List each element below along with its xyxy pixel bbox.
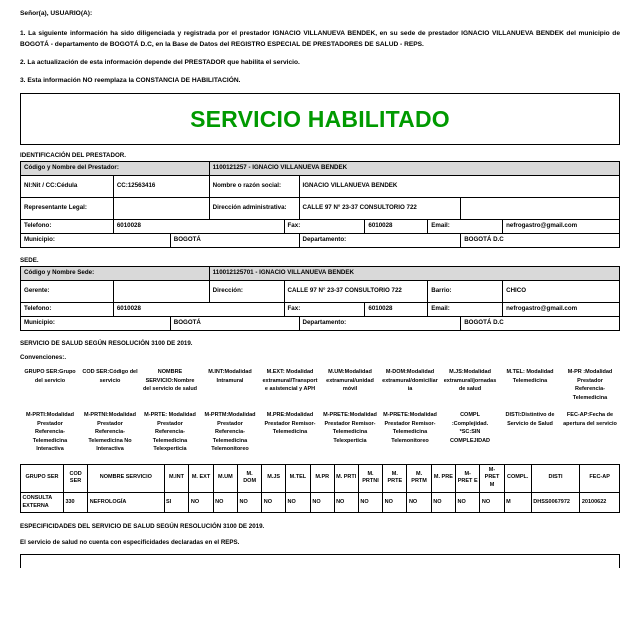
- provider-section-caption: IDENTIFICACIÓN DEL PRESTADOR.: [20, 152, 126, 160]
- provider-rep-value: [113, 198, 209, 220]
- table-row: [21, 220, 620, 234]
- sede-table: [20, 266, 620, 331]
- cell-m-dom: NO: [237, 492, 261, 512]
- cell-m-um: NO: [213, 492, 237, 512]
- legend-item-m-dom: M-DOM:Modalidad extramural/domiciliaria: [382, 369, 438, 393]
- cell-m-prti: NO: [334, 492, 358, 512]
- provider-address-value: CALLE 97 N° 23-37 CONSULTORIO 722: [299, 198, 461, 220]
- table-row: [21, 303, 620, 317]
- col-fec-ap: FEC-AP: [580, 464, 620, 492]
- col-compl: COMPL.: [504, 464, 531, 492]
- service-table-header-row: [21, 464, 620, 492]
- legend-item-m-prtm: M-PRTM:Modalidad Prestador Referencia-Telemedicina Telemonitoreo: [204, 412, 256, 453]
- sede-phone-value: 6010028: [113, 303, 284, 317]
- legend-item-m-prti: M-PRTI:Modalidad Prestador Referencia-Telemedicina Interactiva: [26, 412, 74, 453]
- status-banner-title: SERVICIO HABILITADO: [190, 105, 450, 132]
- specificities-caption: ESPECIFICIDADES DEL SERVICIO DE SALUD SEGÚN RESOLUCIÓN 3100 DE 2019.: [20, 523, 265, 531]
- table-row: [21, 176, 620, 198]
- col-m-int: M.INT: [164, 464, 189, 492]
- legend-item-grupo-ser: GRUPO SER:Grupo del servicio: [24, 369, 76, 384]
- col-m-um: M.UM: [213, 464, 237, 492]
- table-row: [21, 317, 620, 331]
- legend-item-m-tel: M.TEL: Modalidad Telemedicina: [506, 369, 554, 384]
- col-m-pre: M. PRE: [431, 464, 455, 492]
- col-nombre-servicio: NOMBRE SERVICIO: [88, 464, 164, 492]
- legend-item-m-pre: M.PRE:Modalidad Prestador Remisor-Telemedicina: [264, 412, 316, 436]
- sede-department-label: Departamento:: [299, 317, 461, 331]
- conventions-label: Convenciones:.: [20, 354, 67, 362]
- provider-municipality-label: Municipio:: [21, 234, 171, 248]
- legend-row: [20, 408, 620, 460]
- provider-fax-label: Fax:: [284, 220, 365, 234]
- provider-phone-value: 6010028: [113, 220, 284, 234]
- legend-table-row2: [20, 408, 620, 460]
- conventions-legend: [20, 365, 620, 460]
- cell-m-js: NO: [262, 492, 286, 512]
- cell-cod-ser: 330: [63, 492, 87, 512]
- sede-manager-label: Gerente:: [21, 281, 114, 303]
- legend-item-m-ext: M.EXT: Modalidad extramural/Transporte asistencial y APH: [262, 369, 318, 393]
- sede-code-label: Código y Nombre Sede:: [21, 267, 210, 281]
- cell-m-pre: NO: [431, 492, 455, 512]
- cell-m-tel: NO: [285, 492, 310, 512]
- provider-code-label: Código y Nombre del Prestador:: [21, 162, 210, 176]
- legend-item-m-pretm: M-PRETE:Modalidad Prestador Remisor-Telemedicina Telemonitoreo: [383, 412, 437, 444]
- legend-item-m-prtni: M-PRTNI:Modalidad Prestador Referencia-Telemedicina No Interactiva: [84, 412, 136, 453]
- cell-compl: M: [504, 492, 531, 512]
- col-grupo-ser: GRUPO SER: [21, 464, 64, 492]
- service-table: [20, 464, 620, 513]
- sede-neighborhood-value: CHICO: [503, 281, 620, 303]
- col-m-js: M.JS: [262, 464, 286, 492]
- table-row: [21, 281, 620, 303]
- cell-nombre-servicio: NEFROLOGÍA: [88, 492, 164, 512]
- provider-name-label: Nombre o razón social:: [209, 176, 299, 198]
- table-row: [21, 492, 620, 512]
- specificities-text: El servicio de salud no cuenta con especificidades declaradas en el REPS.: [20, 539, 240, 547]
- legend-item-m-pr: M-PR :Modalidad Prestador Referencia-Telemedicina: [567, 369, 613, 401]
- salutation: Señor(a), USUARIO(A):: [20, 10, 93, 17]
- table-row: [21, 162, 620, 176]
- col-m-prete: M-PRET E: [456, 464, 480, 492]
- sede-email-label: Email:: [428, 303, 503, 317]
- legend-item-m-um: M.UM:Modalidad extramural/unidad móvil: [326, 369, 374, 393]
- intro-item-3: 3. Esta información NO reemplaza la CONSTANCIA DE HABILITACIÓN.: [20, 77, 241, 85]
- provider-rep-label: Representante Legal:: [21, 198, 114, 220]
- cell-grupo-ser: CONSULTA EXTERNA: [21, 492, 64, 512]
- service-section-caption: SERVICIO DE SALUD SEGÚN RESOLUCIÓN 3100 DE 2019.: [20, 340, 193, 348]
- legend-item-compl: COMPL :Complejidad. *SC:SIN COMPLEJIDAD: [449, 412, 491, 444]
- sede-municipality-value: BOGOTÁ: [170, 317, 299, 331]
- cell-m-pr: NO: [310, 492, 334, 512]
- col-m-pr: M.PR: [310, 464, 334, 492]
- provider-table: [20, 161, 620, 248]
- sede-address-label: Dirección:: [209, 281, 284, 303]
- sede-neighborhood-label: Barrio:: [428, 281, 503, 303]
- col-cod-ser: COD SER: [63, 464, 87, 492]
- legend-row: [20, 365, 620, 408]
- provider-address-extra: [461, 198, 620, 220]
- legend-item-m-int: M.INT:Modalidad Intramural: [208, 369, 252, 384]
- col-m-prtm: M. PRTM: [407, 464, 431, 492]
- cell-m-prtm: NO: [407, 492, 431, 512]
- legend-item-fec-ap: FEC-AP:Fecha de apertura del servicio: [563, 412, 617, 427]
- cell-fec-ap: 20100622: [580, 492, 620, 512]
- sede-phone-label: Telefono:: [21, 303, 114, 317]
- sede-department-value: BOGOTÁ D.C: [461, 317, 620, 331]
- cell-m-pretm: NO: [480, 492, 504, 512]
- provider-id-label: NI:Nit / CC:Cédula: [21, 176, 114, 198]
- legend-table-row1: [20, 365, 620, 408]
- cell-m-prete: NO: [456, 492, 480, 512]
- cell-m-int: SI: [164, 492, 189, 512]
- col-m-pretm: M-PRET M: [480, 464, 504, 492]
- legend-item-cod-ser: COD SER:Código del servicio: [82, 369, 138, 384]
- table-row: [21, 267, 620, 281]
- provider-address-label: Dirección administrativa:: [209, 198, 299, 220]
- legend-item-m-prete: M-PRETE:Modalidad Prestador Remisor-Telemedicina Telexperticia: [323, 412, 377, 444]
- legend-item-nombre-servicio: NOMBRE SERVICIO:Nombre del servicio de salud: [142, 369, 198, 393]
- col-m-tel: M.TEL: [285, 464, 310, 492]
- provider-name-value: IGNACIO VILLANUEVA BENDEK: [299, 176, 620, 198]
- intro-block: [20, 8, 620, 87]
- provider-id-value: CC:12563416: [113, 176, 209, 198]
- col-m-prti: M. PRTI: [334, 464, 358, 492]
- sede-address-value: CALLE 97 N° 23-37 CONSULTORIO 722: [284, 281, 428, 303]
- provider-municipality-value: BOGOTÁ: [170, 234, 299, 248]
- provider-department-label: Departamento:: [299, 234, 461, 248]
- legend-item-m-js: M.JS:Modalidad extramural/jornadas de salud: [443, 369, 497, 393]
- cell-m-prtni: NO: [358, 492, 382, 512]
- intro-item-2: 2. La actualización de esta información depende del PRESTADOR que habilita el servicio.: [20, 59, 300, 67]
- sede-fax-label: Fax:: [284, 303, 365, 317]
- provider-fax-value: 6010028: [365, 220, 428, 234]
- sede-code-value: 110012125701 - IGNACIO VILLANUEVA BENDEK: [209, 267, 619, 281]
- col-m-dom: M. DOM: [237, 464, 261, 492]
- col-disti: DISTI: [531, 464, 580, 492]
- provider-code-value: 1100121257 - IGNACIO VILLANUEVA BENDEK: [209, 162, 619, 176]
- status-banner: [20, 93, 620, 145]
- provider-phone-label: Telefono:: [21, 220, 114, 234]
- col-m-prte: M. PRTE: [383, 464, 407, 492]
- table-row: [21, 198, 620, 220]
- col-m-ext: M. EXT: [189, 464, 213, 492]
- provider-department-value: BOGOTÁ D.C: [461, 234, 620, 248]
- col-m-prtni: M. PRTNI: [358, 464, 382, 492]
- legend-item-m-prte: M-PRTE: Modalidad Prestador Referencia-Telemedicina Telexperticia: [144, 412, 196, 453]
- sede-section-caption: SEDE.: [20, 257, 39, 265]
- specificities-empty-box: [20, 554, 620, 568]
- legend-item-disti: DISTI:Distintivo de Servicio de Salud: [505, 412, 555, 427]
- provider-email-value: nefrogastro@gmail.com: [503, 220, 620, 234]
- sede-fax-value: 6010028: [365, 303, 428, 317]
- sede-manager-value: [113, 281, 209, 303]
- sede-email-value: nefrogastro@gmail.com: [503, 303, 620, 317]
- cell-m-ext: NO: [189, 492, 213, 512]
- intro-item-1: 1. La siguiente información ha sido diligenciada y registrada por el prestador IGNACIO VILLANUEVA BENDEK, en su sede de prestador IGNACIO VILLANUEVA BENDEK del municipio de BOGOTÁ - departamento de BOGOTÁ D.C, en la Base de Datos del REGISTRO ESPECIAL DE PRESTADORES DE SALUD - REPS.: [20, 29, 620, 49]
- table-row: [21, 234, 620, 248]
- cell-disti: DHSS0067972: [531, 492, 580, 512]
- cell-m-prte: NO: [383, 492, 407, 512]
- provider-email-label: Email:: [428, 220, 503, 234]
- sede-municipality-label: Municipio:: [21, 317, 171, 331]
